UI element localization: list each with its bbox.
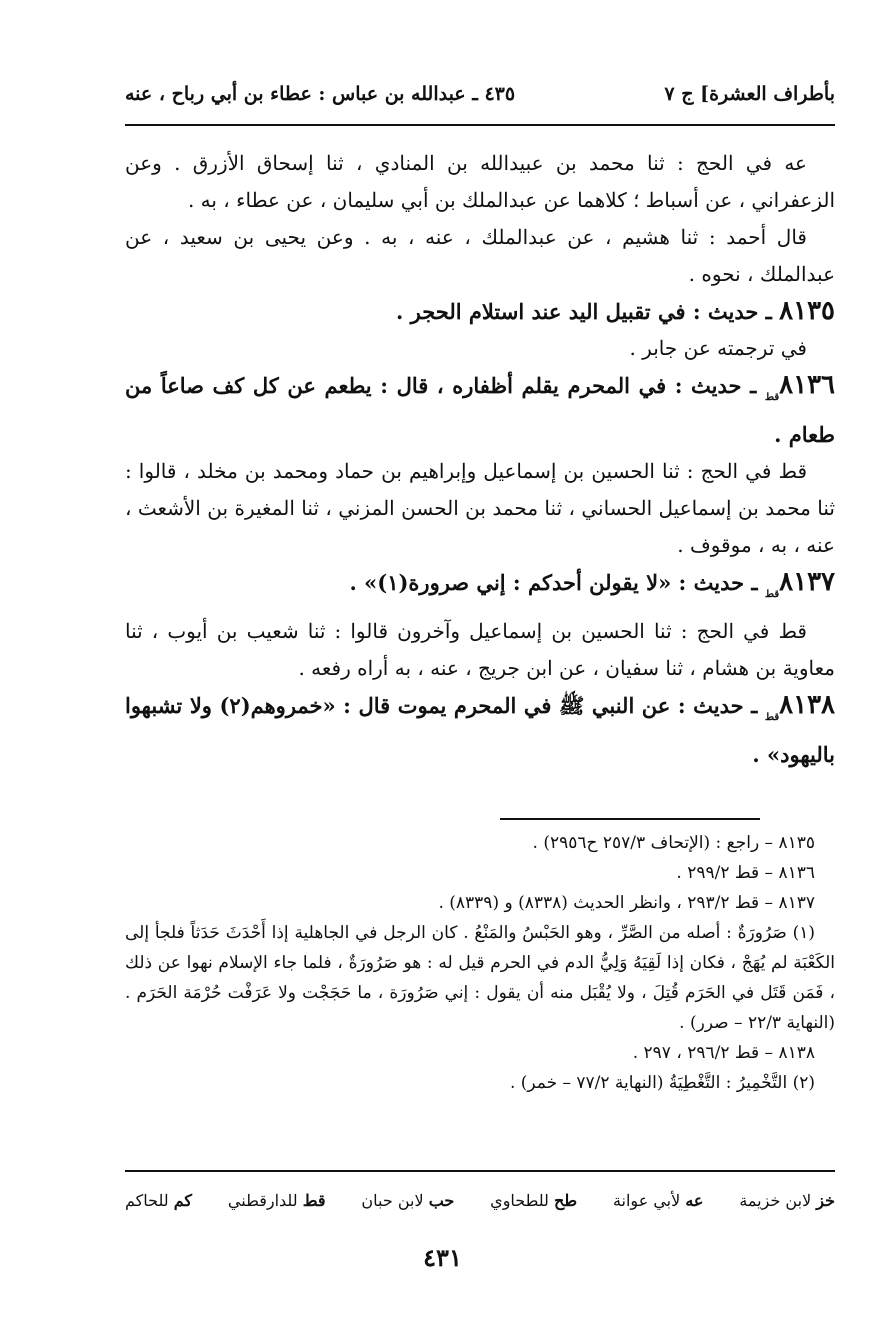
paragraph-cross-ref: في ترجمته عن جابر . [629, 336, 807, 360]
header-book-volume: بأطراف العشرة] ج ٧ [664, 83, 835, 105]
abbr-item: عه لأبي عوانة [612, 1190, 704, 1210]
source-tag: قط [764, 589, 780, 600]
abbr-item: حب لابن حبان [361, 1190, 455, 1210]
paragraph-isnad-4: قط في الحج : ثنا الحسين بن إسماعيل وآخرون قالوا : ثنا شعيب بن أيوب ، ثنا معاوية بن هشام ، ثنا سفيان ، عن ابن جريج ، عنه ، به أراه رفعه . [125, 619, 835, 680]
hadith-number: ٨١٣٦ [779, 370, 835, 400]
hadith-8137 [125, 564, 835, 613]
hadith-text: ـ حديث : في المحرم يقلم أظفاره ، قال : يطعم عن كل كف صاعاً من طعام . [125, 373, 835, 447]
header-rule [125, 124, 835, 126]
footer-rule [125, 1170, 835, 1172]
abbr-item: طح للطحاوي [490, 1190, 578, 1210]
source-tag: قط [764, 712, 780, 723]
paragraph-isnad-1: عه في الحج : ثنا محمد بن عبيدالله بن المنادي ، ثنا إسحاق الأزرق . وعن الزعفراني ، عن أسباط ؛ كلاهما عن عبدالملك بن أبي سليمان ، عن عطاء ، به . [125, 151, 835, 212]
footnote-2-takhmir: (٢) التَّخْمِيرُ : التَّغْطِيَةُ (النهاية ٧٧/٢ – خمر) . [509, 1073, 815, 1093]
hadith-text: ـ حديث : عن النبي ﷺ في المحرم يموت قال : «خمروهم(٢) ولا تشبهوا باليهود» . [125, 693, 835, 767]
footnote-rule [500, 818, 760, 820]
footnote-1-sarura: (١) صَرُورَةٌ : أصله من الصَّرِّ ، وهو الحَبْسُ والمَنْعُ . كان الرجل في الجاهلية إذا أَحْدَثَ حَدَثاً فلجأ إلى الكَعْبَة لم يُهَجْ ، فكان إذا لَقِيَهُ وَلِيُّ الدم في الحرم قيل له : هو صَرُورَةٌ ، فلما جاء الإسلام نهوا عن ذلك ، فَمَن قَتَل في الحَرَم قُتِلَ ، ولا يُقْبَل منه أن يقول : إني صَرُورَة ، ما حَجَجْت ولا عَرَفْت حُرْمَة الحَرَم . (النهاية ٢٢/٣ – صرر) . [125, 923, 835, 1033]
footnote-8137: ٨١٣٧ – قط ٢٩٣/٢ ، وانظر الحديث (٨٣٣٨) و (٨٣٣٩) . [438, 893, 815, 913]
header-chapter: ٤٣٥ ـ عبدالله بن عباس : عطاء بن أبي رباح ، عنه [125, 83, 516, 105]
footnote-8136: ٨١٣٦ – قط ٢٩٩/٢ . [676, 863, 815, 883]
hadith-text: ـ حديث : «لا يقولن أحدكم : إني صرورة(١)» . [349, 570, 758, 595]
abbr-item: كم للحاكم [125, 1190, 193, 1210]
running-header [125, 74, 835, 114]
hadith-number: ٨١٣٨ [779, 690, 835, 720]
hadith-8135 [125, 293, 835, 330]
hadith-8138 [125, 687, 835, 773]
source-tag: قط [764, 392, 780, 403]
footnote-8135: ٨١٣٥ – راجع : (الإتحاف ٢٥٧/٣ ح٢٩٥٦) . [532, 833, 815, 853]
abbr-item: خز لابن خزيمة [739, 1190, 835, 1210]
footnotes [125, 828, 835, 1098]
hadith-text: ـ حديث : في تقبيل اليد عند استلام الحجر . [396, 299, 772, 324]
main-text [125, 145, 835, 773]
hadith-8136 [125, 367, 835, 453]
paragraph-isnad-3: قط في الحج : ثنا الحسين بن إسماعيل وإبراهيم بن حماد ومحمد بن مخلد ، قالوا : ثنا محمد بن إسماعيل الحساني ، ثنا محمد بن الحسن المزني ، ثنا المغيرة بن الأشعث ، عنه ، به ، موقوف . [125, 459, 835, 557]
paragraph-isnad-2: قال أحمد : ثنا هشيم ، عن عبدالملك ، عنه ، به . وعن يحيى بن سعيد ، عن عبدالملك ، نحوه . [125, 225, 835, 286]
footnote-8138: ٨١٣٨ – قط ٢٩٦/٢ ، ٢٩٧ . [632, 1043, 815, 1063]
page-number: ٤٣١ [423, 1243, 462, 1272]
abbreviation-key [125, 1183, 835, 1217]
hadith-number: ٨١٣٥ [779, 296, 835, 326]
abbr-item: قط للدارقطني [227, 1190, 326, 1210]
hadith-number: ٨١٣٧ [779, 567, 835, 597]
